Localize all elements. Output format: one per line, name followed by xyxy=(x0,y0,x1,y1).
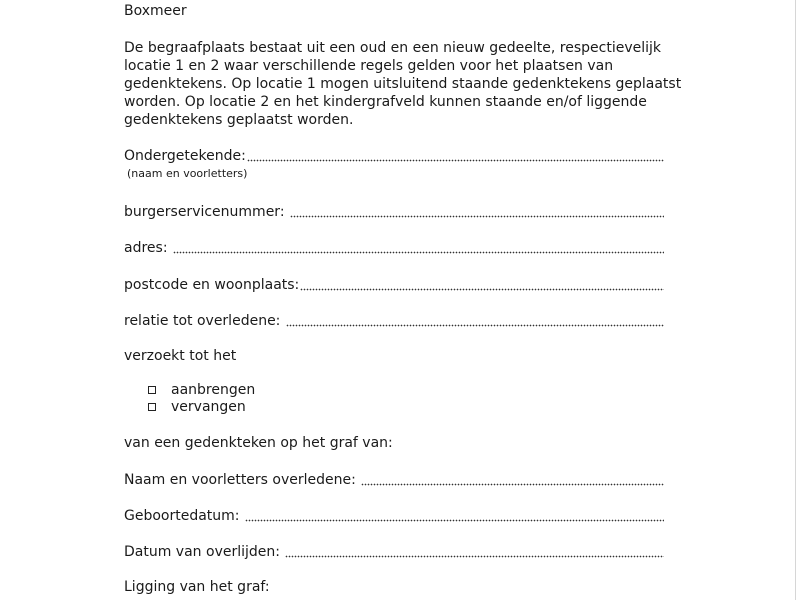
scan-edge xyxy=(795,0,796,600)
checkbox-aanbrengen[interactable] xyxy=(148,386,156,394)
field-postcode-label: postcode en woonplaats: xyxy=(124,277,300,293)
field-bsn-label: burgerservicenummer: xyxy=(124,204,289,220)
field-naam-overledene-line[interactable] xyxy=(361,483,664,486)
field-overlijden-label: Datum van overlijden: xyxy=(124,544,285,560)
field-ondergetekende-label: Ondergetekende: xyxy=(124,148,246,164)
field-adres-label: adres: xyxy=(124,240,172,256)
option-aanbrengen-label: aanbrengen xyxy=(171,382,256,398)
field-relatie-line[interactable] xyxy=(286,324,664,327)
place-name: Boxmeer xyxy=(124,3,187,19)
checkbox-vervangen[interactable] xyxy=(148,403,156,411)
field-overlijden[interactable] xyxy=(124,543,664,561)
field-ondergetekende-line[interactable] xyxy=(247,159,664,162)
field-ondergetekende[interactable] xyxy=(124,147,664,165)
intro-paragraph: De begraafplaats bestaat uit een oud en een nieuw gedeelte, respectievelijk locatie 1 en 2 waar verschillende regels gelden voor het plaatsen van gedenktekens. Op locatie 1 mogen uitsluitend staande gedenktekens geplaatst worden. Op locatie 2 en het kindergrafveld kunnen staande en/of liggende gedenktekens geplaatst worden. xyxy=(124,40,682,128)
field-naam-overledene[interactable] xyxy=(124,471,664,489)
ligging-label: Ligging van het graf: xyxy=(124,579,270,595)
field-geboortedatum-label: Geboortedatum: xyxy=(124,508,244,524)
field-geboortedatum-line[interactable] xyxy=(245,519,664,522)
field-adres[interactable] xyxy=(124,239,664,257)
field-relatie[interactable] xyxy=(124,312,664,330)
field-postcode-line[interactable] xyxy=(300,288,664,291)
field-bsn-line[interactable] xyxy=(290,215,664,218)
option-aanbrengen[interactable] xyxy=(148,381,255,399)
field-ondergetekende-hint: (naam en voorletters) xyxy=(127,167,248,180)
field-postcode[interactable] xyxy=(124,276,664,294)
field-relatie-label: relatie tot overledene: xyxy=(124,313,285,329)
van-een-text: van een gedenkteken op het graf van: xyxy=(124,435,393,451)
field-overlijden-line[interactable] xyxy=(285,555,664,558)
field-geboortedatum[interactable] xyxy=(124,507,664,525)
option-vervangen-label: vervangen xyxy=(171,399,246,415)
option-vervangen[interactable] xyxy=(148,398,246,416)
field-naam-overledene-label: Naam en voorletters overledene: xyxy=(124,472,361,488)
verzoekt-text: verzoekt tot het xyxy=(124,348,237,364)
field-bsn[interactable] xyxy=(124,203,664,221)
field-adres-line[interactable] xyxy=(173,251,664,254)
